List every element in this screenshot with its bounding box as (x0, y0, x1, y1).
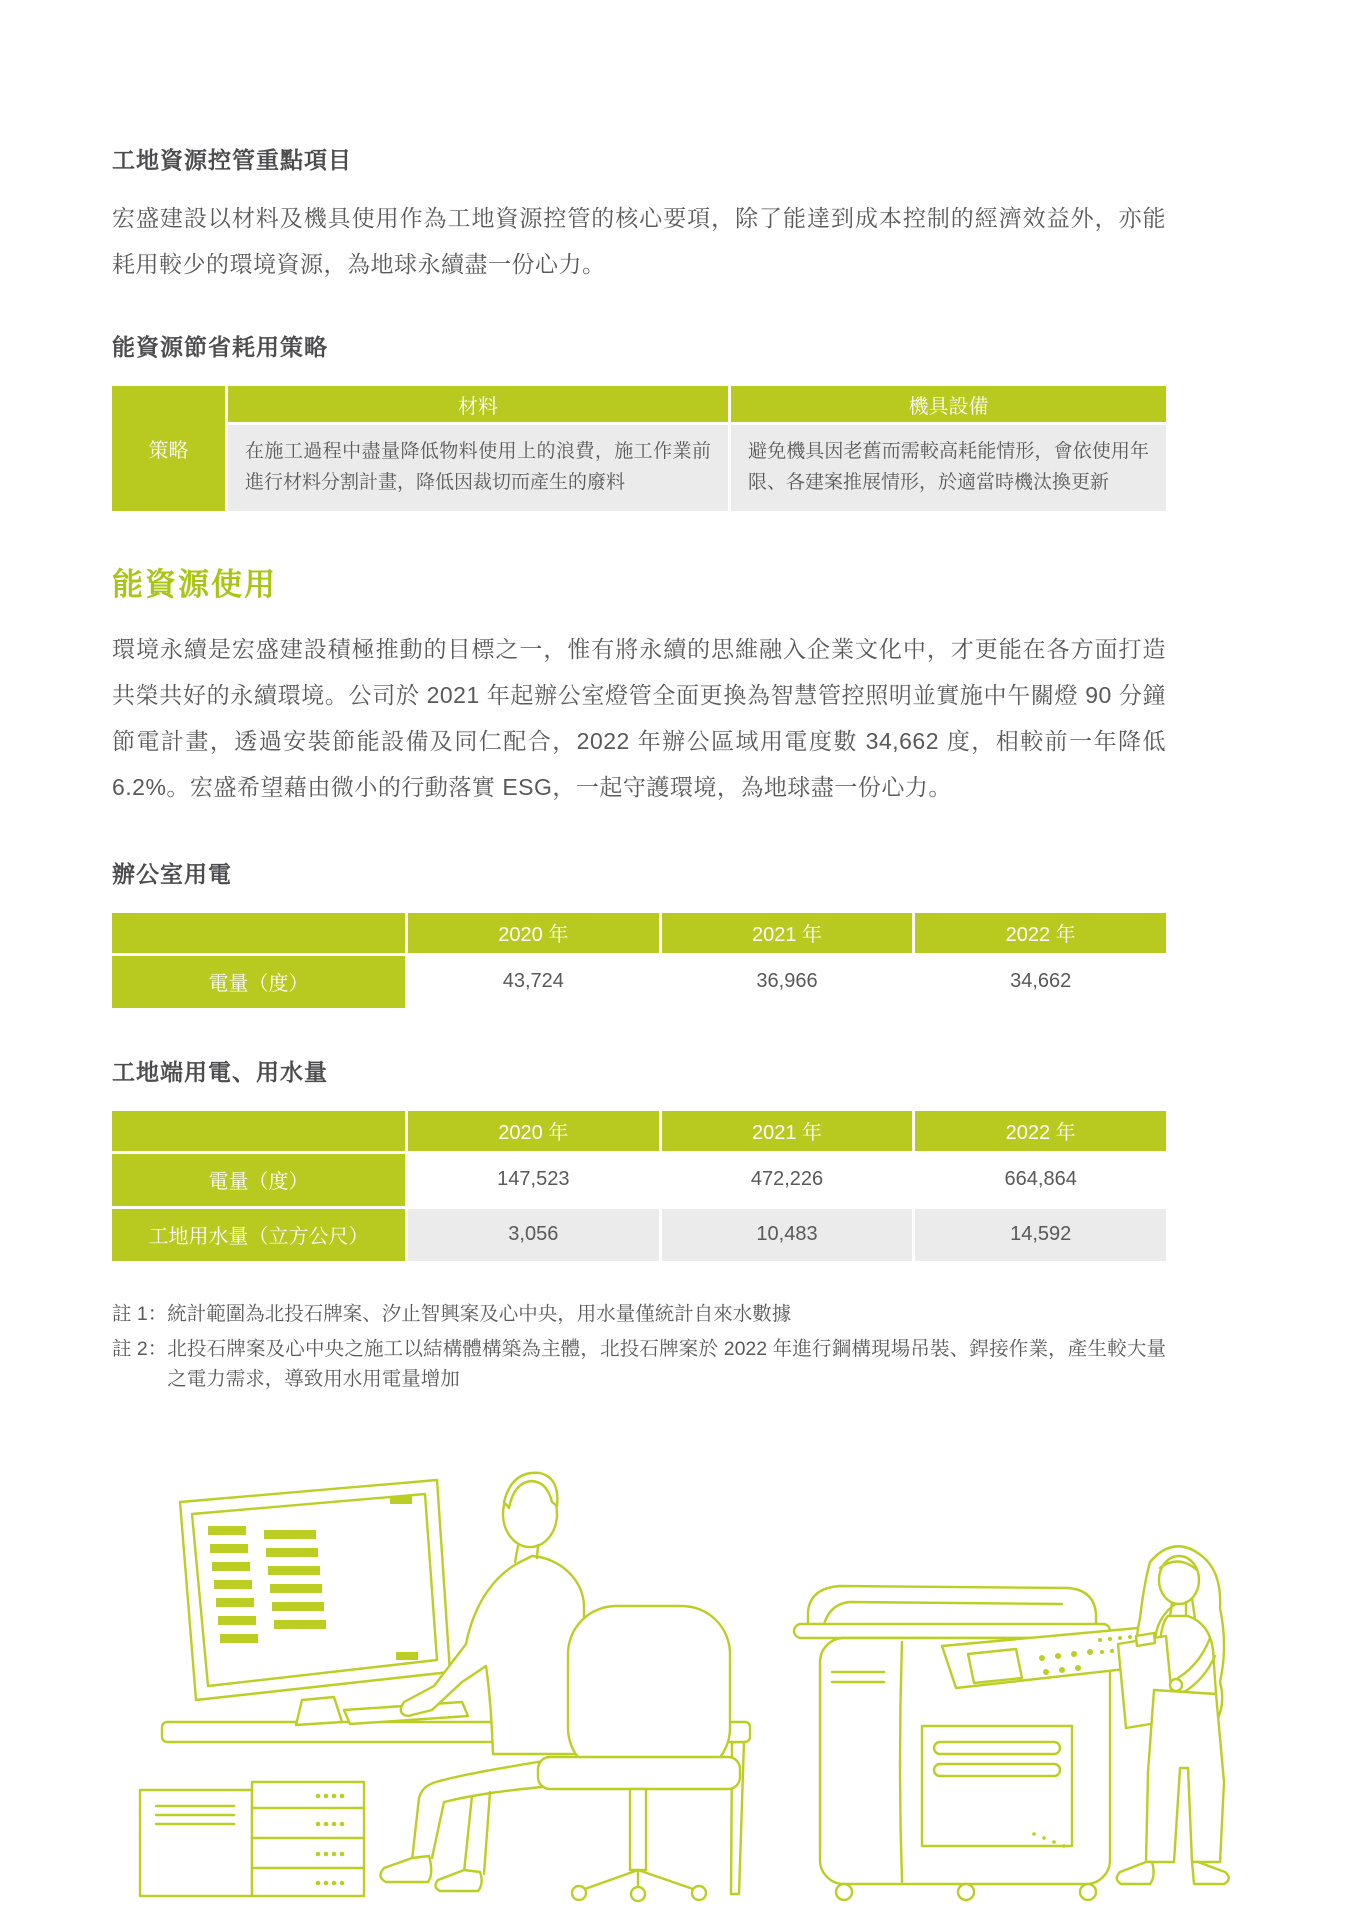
office-scene-svg (132, 1442, 1232, 1904)
energy-use-title: 能資源使用 (112, 566, 277, 602)
monitor-illustration (180, 1480, 450, 1725)
office-scene-illustration (132, 1442, 1232, 1904)
site-table-corner-cell (112, 1111, 405, 1151)
site-water-2022: 14,592 (915, 1209, 1166, 1261)
site-electricity-2020: 147,523 (408, 1154, 659, 1206)
site-row-label-electricity: 電量（度） (112, 1154, 405, 1206)
site-water-2020: 3,056 (408, 1209, 659, 1261)
footnote-1 (112, 1299, 1166, 1329)
energy-use-paragraph: 環境永續是宏盛建設積極推動的目標之一，惟有將永續的思維融入企業文化中，才更能在各方面打造共榮共好的永續環境。公司於 2021 年起辦公室燈管全面更換為智慧管控照明並實施中午關燈 90 分鐘節電計畫，透過安裝節能設備及同仁配合，2022 年辦公區域用電度數 34,662 度，相較前一年降低 6.2%。宏盛希望藉由微小的行動落實 ESG，一起守護環境，為地球盡一份心力。 (112, 635, 1166, 800)
site-electricity-2021: 472,226 (662, 1154, 913, 1206)
office-table-corner-cell (112, 913, 405, 953)
strategy-col-equipment: 機具設備 (731, 386, 1166, 422)
office-value-2020: 43,724 (408, 956, 659, 1008)
office-value-2021: 36,966 (662, 956, 913, 1008)
office-header-2021: 2021 年 (662, 913, 913, 953)
site-header-2021: 2021 年 (662, 1111, 913, 1151)
site-resource-paragraph: 宏盛建設以材料及機具使用作為工地資源控管的核心要項，除了能達到成本控制的經濟效益外，亦能耗用較少的環境資源，為地球永續盡一份心力。 (112, 205, 1166, 277)
office-electricity-table (112, 913, 1166, 1008)
site-usage-table (112, 1111, 1166, 1261)
office-table-title: 辦公室用電 (112, 860, 232, 887)
office-header-2022: 2022 年 (915, 913, 1166, 953)
site-electricity-2022: 664,864 (915, 1154, 1166, 1206)
standing-woman-illustration (1117, 1547, 1229, 1885)
strategy-table-title: 能資源節省耗用策略 (112, 334, 328, 360)
strategy-cell-equipment: 避免機具因老舊而需較高耗能情形，會依使用年限、各建案推展情形，於適當時機汰換更新 (731, 425, 1166, 511)
office-header-2020: 2020 年 (408, 913, 659, 953)
footnote-2-text: 北投石牌案及心中央之施工以結構體構築為主體，北投石牌案於 2022 年進行鋼構現場吊裝、銲接作業，產生較大量之電力需求，導致用水用電量增加 (167, 1337, 1166, 1390)
footnote-1-text: 統計範圍為北投石牌案、汐止智興案及心中央，用水量僅統計自來水數據 (167, 1302, 792, 1325)
footnote-2 (112, 1334, 1166, 1394)
cabinet-illustration (140, 1782, 364, 1896)
site-row-label-water: 工地用水量（立方公尺） (112, 1209, 405, 1261)
strategy-col-materials: 材料 (228, 386, 728, 422)
footnote-2-label: 註 2： (112, 1337, 168, 1360)
site-table-title: 工地端用電、用水量 (112, 1058, 328, 1085)
strategy-row-label: 策略 (112, 386, 225, 511)
strategy-table (112, 386, 1166, 511)
site-header-2022: 2022 年 (915, 1111, 1166, 1151)
office-row-label-electricity: 電量（度） (112, 956, 405, 1008)
site-header-2020: 2020 年 (408, 1111, 659, 1151)
strategy-cell-materials: 在施工過程中盡量降低物料使用上的浪費，施工作業前進行材料分割計畫，降低因裁切而產生的廢料 (228, 425, 728, 511)
copier-illustration (794, 1586, 1152, 1900)
site-resource-title: 工地資源控管重點項目 (112, 147, 352, 173)
site-water-2021: 10,483 (662, 1209, 913, 1261)
footnotes (112, 1299, 1166, 1395)
report-content (112, 0, 1166, 1394)
office-value-2022: 34,662 (915, 956, 1166, 1008)
footnote-1-label: 註 1： (112, 1302, 168, 1325)
